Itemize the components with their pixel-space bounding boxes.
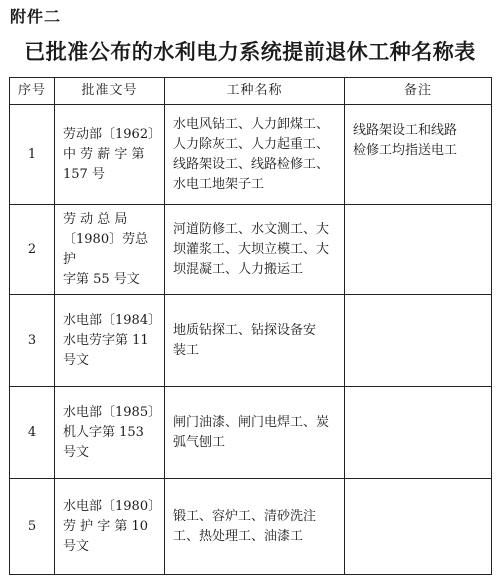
job-line: 弧气刨工 — [173, 434, 226, 450]
job-types-table — [9, 77, 492, 575]
approval-line: 字第 55 号文 — [63, 271, 140, 287]
cell-remarks — [345, 105, 492, 205]
approval-line: 机人字第 153 — [63, 424, 144, 440]
cell-remarks — [345, 479, 492, 575]
remark-line: 线路架设工和线路 — [353, 123, 458, 138]
job-line: 锻工、容炉工、清砂洗注 — [173, 508, 317, 524]
cell-approval-no — [55, 105, 165, 205]
cell-job-name — [165, 105, 345, 205]
job-line: 人力除灰工、人力起重工、 — [173, 136, 330, 152]
cell-job-name — [165, 295, 345, 387]
approval-line: 号文 — [63, 352, 90, 368]
cell-job-name — [165, 387, 345, 479]
approval-line: 水电劳字第 11 — [63, 332, 149, 348]
job-line: 河道防修工、水文测工、大 — [173, 221, 330, 237]
job-line: 坝灌浆工、大坝立模工、大 — [173, 241, 330, 257]
job-line: 闸门油漆、闸门电焊工、炭 — [173, 414, 330, 430]
cell-approval-no — [55, 205, 165, 295]
column-header-remarks: 备注 — [345, 78, 492, 105]
approval-line: 157 号 — [63, 166, 105, 182]
table-row — [10, 387, 492, 479]
document-title: 已批准公布的水利电力系统提前退休工种名称表 — [24, 40, 476, 64]
approval-line: 劳动部〔1962〕 — [63, 126, 162, 142]
table-row — [10, 205, 492, 295]
table-row — [10, 479, 492, 575]
column-header-seq: 序号 — [10, 78, 55, 105]
job-line: 线路架设工、线路检修工、 — [173, 156, 330, 172]
column-header-approval-no: 批准文号 — [55, 78, 165, 105]
cell-seq: 2 — [10, 205, 55, 295]
cell-remarks — [345, 295, 492, 387]
job-line: 水电风钻工、人力卸煤工、 — [173, 116, 330, 132]
table-row — [10, 105, 492, 205]
approval-line: 号文 — [63, 538, 90, 554]
cell-remarks — [345, 205, 492, 295]
approval-line: 水电部〔1984〕 — [63, 312, 162, 328]
job-line: 水电工地架子工 — [173, 176, 265, 192]
approval-line: 〔1980〕劳总护 — [63, 231, 149, 267]
approval-line: 劳 护 字 第 10 — [63, 518, 149, 534]
attachment-label: 附件二 — [10, 7, 62, 26]
cell-seq: 5 — [10, 479, 55, 575]
remark-line: 检修工均指送电工 — [353, 143, 458, 158]
cell-approval-no — [55, 479, 165, 575]
approval-line: 中 劳 薪 字 第 — [63, 146, 145, 162]
table-row — [10, 295, 492, 387]
cell-seq: 4 — [10, 387, 55, 479]
column-header-job-name: 工种名称 — [165, 78, 345, 105]
job-line: 地质钻探工、钻探设备安 — [173, 322, 317, 338]
cell-job-name — [165, 205, 345, 295]
cell-remarks — [345, 387, 492, 479]
approval-line: 号文 — [63, 444, 90, 460]
approval-line: 水电部〔1985〕 — [63, 404, 162, 420]
job-line: 工、热处理工、油漆工 — [173, 528, 304, 544]
cell-job-name — [165, 479, 345, 575]
table-header-row — [10, 78, 492, 105]
cell-seq: 1 — [10, 105, 55, 205]
cell-approval-no — [55, 387, 165, 479]
cell-seq: 3 — [10, 295, 55, 387]
approval-line: 水电部〔1980〕 — [63, 498, 162, 514]
approval-line: 劳 动 总 局 — [63, 211, 128, 227]
job-line: 坝混凝工、人力搬运工 — [173, 261, 304, 277]
cell-approval-no — [55, 295, 165, 387]
job-line: 装工 — [173, 342, 200, 358]
